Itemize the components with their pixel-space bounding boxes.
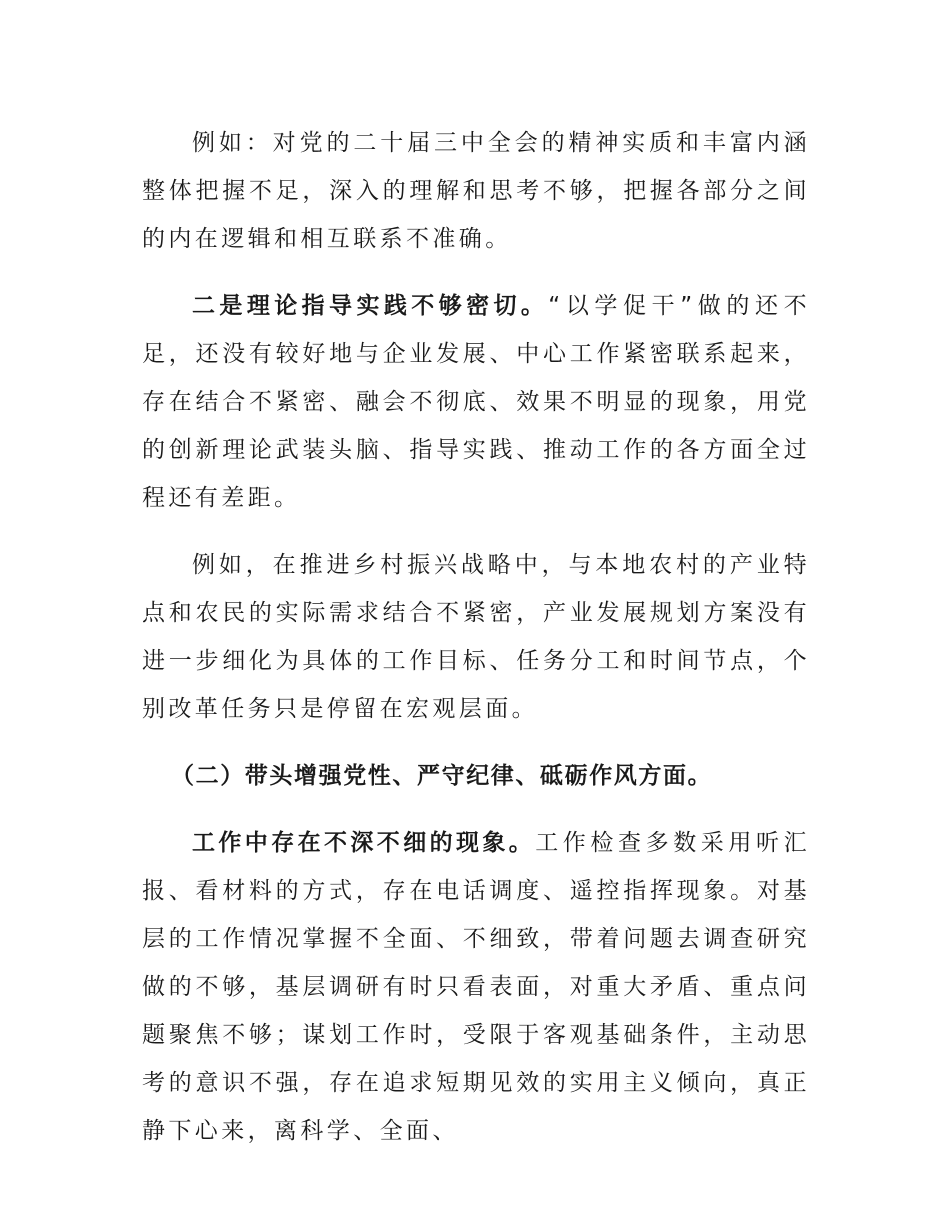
paragraph-lead-bold: 工作中存在不深不细的现象。 (192, 830, 536, 856)
paragraph-work-style (142, 819, 810, 1155)
paragraph-lead-bold: 二是理论指导实践不够密切。 (192, 293, 549, 319)
paragraph-text: 例如，在推进乡村振兴战略中，与本地农村的产业特点和农民的实际需求结合不紧密，产业发展规划方案没有进一步细化为具体的工作目标、任务分工和时间节点，个别改革任务只是停留在宏观层面。 (142, 552, 810, 722)
document-body (142, 119, 810, 1155)
paragraph-text: 工作检查多数采用听汇报、看材料的方式，存在电话调度、遥控指挥现象。对基层的工作情况掌握不全面、不细致，带着问题去调查研究做的不够，基层调研有时只看表面，对重大矛盾、重点问题聚焦不够；谋划工作时，受限于客观基础条件，主动思考的意识不强，存在追求短期见效的实用主义倾向，真正静下心来，离科学、全面、 (142, 830, 810, 1144)
paragraph-example-rural (142, 541, 810, 733)
section-heading: （二）带头增强党性、严守纪律、砥砺作风方面。 (171, 763, 713, 789)
paragraph-text: “以学促干”做的还不足，还没有较好地与企业发展、中心工作紧密联系起来，存在结合不紧密、融会不彻底、效果不明显的现象，用党的创新理论武装头脑、指导实践、推动工作的各方面全过程还有差距。 (142, 293, 810, 511)
paragraph-theory-practice (142, 282, 810, 522)
paragraph-text: 例如：对党的二十届三中全会的精神实质和丰富内涵整体把握不足，深入的理解和思考不够，把握各部分之间的内在逻辑和相互联系不准确。 (142, 130, 810, 252)
paragraph-example-plenum (142, 119, 810, 263)
